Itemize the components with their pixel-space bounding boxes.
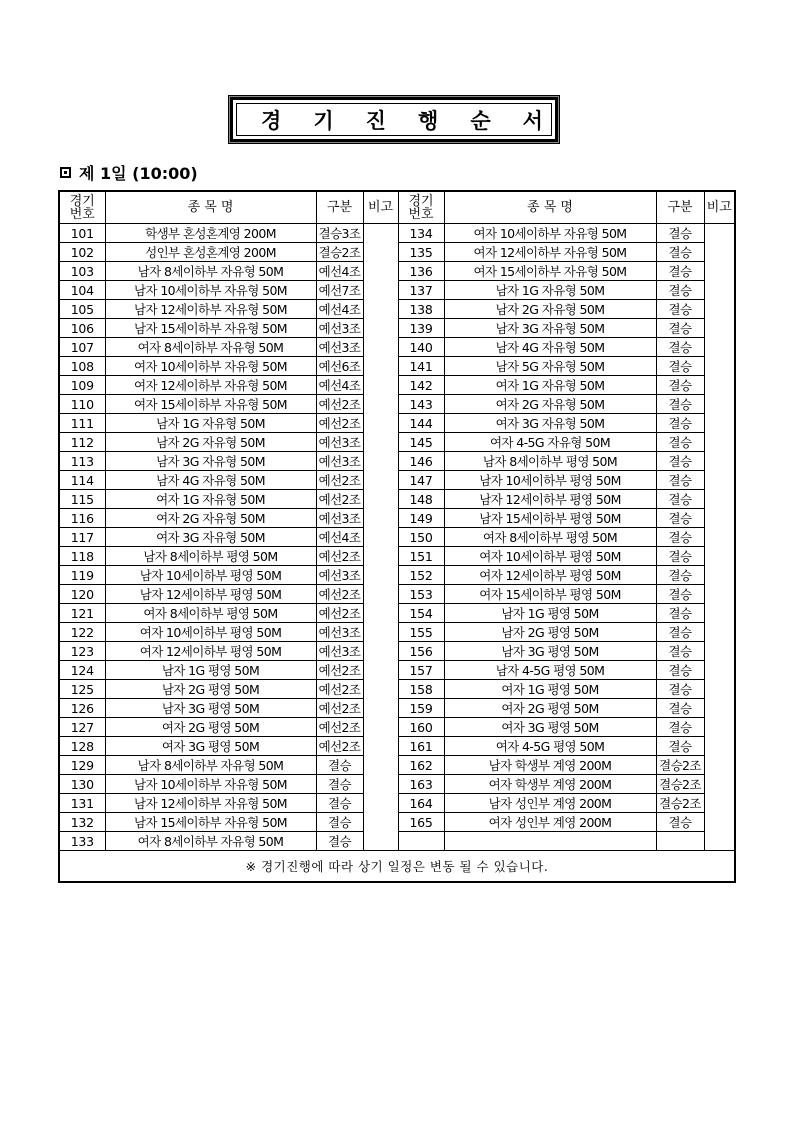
event-name: 여자 8세이하부 자유형 50M [105, 338, 316, 357]
event-division: 결승 [656, 528, 704, 547]
title-char: 행 [417, 108, 439, 133]
event-number: 137 [398, 281, 444, 300]
event-name: 남자 5G 자유형 50M [444, 357, 656, 376]
event-division: 예선7조 [316, 281, 363, 300]
event-number: 142 [398, 376, 444, 395]
event-number: 162 [398, 756, 444, 775]
event-division: 결승2조 [316, 243, 363, 262]
event-name: 남자 8세이하부 평영 50M [105, 547, 316, 566]
event-division: 예선4조 [316, 262, 363, 281]
event-division: 결승 [656, 585, 704, 604]
event-number: 103 [59, 262, 105, 281]
header-remarks: 비고 [363, 191, 398, 224]
event-number: 107 [59, 338, 105, 357]
event-number: 136 [398, 262, 444, 281]
event-number: 161 [398, 737, 444, 756]
event-name: 남자 2G 자유형 50M [444, 300, 656, 319]
event-division: 결승 [656, 433, 704, 452]
event-name: 남자 15세이하부 평영 50M [444, 509, 656, 528]
event-name [444, 832, 656, 851]
event-division: 결승 [316, 756, 363, 775]
event-name: 남자 1G 평영 50M [105, 661, 316, 680]
event-number: 135 [398, 243, 444, 262]
event-division: 결승 [656, 414, 704, 433]
event-name: 남자 1G 자유형 50M [105, 414, 316, 433]
event-division: 예선2조 [316, 414, 363, 433]
event-name: 여자 학생부 계영 200M [444, 775, 656, 794]
event-name: 남자 12세이하부 평영 50M [105, 585, 316, 604]
event-number: 121 [59, 604, 105, 623]
event-number: 112 [59, 433, 105, 452]
event-number: 148 [398, 490, 444, 509]
event-number: 106 [59, 319, 105, 338]
event-division: 결승3조 [316, 224, 363, 243]
event-number: 119 [59, 566, 105, 585]
event-name: 남자 12세이하부 자유형 50M [105, 300, 316, 319]
header-no: 경기 번호 [398, 191, 444, 224]
event-name: 남자 1G 평영 50M [444, 604, 656, 623]
event-number: 141 [398, 357, 444, 376]
event-number: 105 [59, 300, 105, 319]
event-division: 예선2조 [316, 661, 363, 680]
event-name: 여자 10세이하부 평영 50M [444, 547, 656, 566]
event-division: 예선6조 [316, 357, 363, 376]
event-number: 151 [398, 547, 444, 566]
event-name: 여자 12세이하부 평영 50M [105, 642, 316, 661]
event-name: 여자 12세이하부 자유형 50M [105, 376, 316, 395]
event-name: 남자 4G 자유형 50M [444, 338, 656, 357]
event-name: 남자 2G 자유형 50M [105, 433, 316, 452]
event-number: 159 [398, 699, 444, 718]
event-division: 예선3조 [316, 338, 363, 357]
event-number: 108 [59, 357, 105, 376]
event-division: 예선2조 [316, 585, 363, 604]
event-name: 여자 8세이하부 평영 50M [105, 604, 316, 623]
event-division: 결승 [656, 243, 704, 262]
event-division: 결승 [656, 509, 704, 528]
event-name: 성인부 혼성혼계영 200M [105, 243, 316, 262]
event-number: 111 [59, 414, 105, 433]
event-name: 남자 12세이하부 평영 50M [444, 490, 656, 509]
event-name: 남자 4G 자유형 50M [105, 471, 316, 490]
event-name: 여자 4-5G 자유형 50M [444, 433, 656, 452]
event-name: 남자 3G 평영 50M [105, 699, 316, 718]
event-name: 남자 4-5G 평영 50M [444, 661, 656, 680]
event-division: 결승 [316, 794, 363, 813]
event-division: 결승 [656, 319, 704, 338]
title-char: 경 [261, 108, 282, 133]
event-name: 남자 12세이하부 자유형 50M [105, 794, 316, 813]
event-number: 130 [59, 775, 105, 794]
event-division: 예선2조 [316, 547, 363, 566]
event-number: 116 [59, 509, 105, 528]
event-name: 남자 1G 자유형 50M [444, 281, 656, 300]
square-bullet-icon [60, 167, 71, 178]
event-division: 결승 [656, 813, 704, 832]
header-event: 종 목 명 [444, 191, 656, 224]
event-number: 149 [398, 509, 444, 528]
event-name: 남자 8세이하부 평영 50M [444, 452, 656, 471]
event-division: 예선2조 [316, 471, 363, 490]
event-number: 101 [59, 224, 105, 243]
event-name: 여자 15세이하부 자유형 50M [105, 395, 316, 414]
event-number: 152 [398, 566, 444, 585]
table-row [59, 224, 735, 243]
event-number: 143 [398, 395, 444, 414]
header-remarks: 비고 [704, 191, 735, 224]
event-name: 여자 15세이하부 자유형 50M [444, 262, 656, 281]
remarks-cell [704, 224, 735, 851]
event-division: 예선3조 [316, 642, 363, 661]
event-division: 예선2조 [316, 490, 363, 509]
event-number: 146 [398, 452, 444, 471]
event-division: 예선2조 [316, 395, 363, 414]
event-division: 결승 [656, 718, 704, 737]
event-division: 예선2조 [316, 718, 363, 737]
event-number: 128 [59, 737, 105, 756]
event-number: 132 [59, 813, 105, 832]
event-number: 160 [398, 718, 444, 737]
day-heading [60, 161, 198, 184]
event-name: 여자 8세이하부 자유형 50M [105, 832, 316, 851]
event-division: 결승 [656, 699, 704, 718]
event-name: 남자 8세이하부 자유형 50M [105, 756, 316, 775]
header-division: 구분 [656, 191, 704, 224]
event-name: 여자 8세이하부 평영 50M [444, 528, 656, 547]
event-division: 결승2조 [656, 775, 704, 794]
event-division: 결승 [656, 300, 704, 319]
title-char: 서 [522, 108, 543, 133]
event-name: 여자 2G 자유형 50M [444, 395, 656, 414]
event-division: 결승 [656, 395, 704, 414]
event-division: 예선4조 [316, 300, 363, 319]
event-number: 150 [398, 528, 444, 547]
event-number: 110 [59, 395, 105, 414]
event-number: 155 [398, 623, 444, 642]
event-division: 결승 [656, 490, 704, 509]
event-number: 158 [398, 680, 444, 699]
event-number: 126 [59, 699, 105, 718]
event-name: 남자 3G 자유형 50M [444, 319, 656, 338]
event-number [398, 832, 444, 851]
document-title-box [230, 97, 558, 142]
event-name: 남자 3G 평영 50M [444, 642, 656, 661]
event-number: 165 [398, 813, 444, 832]
event-division: 결승 [656, 737, 704, 756]
event-division: 결승 [656, 471, 704, 490]
title-char: 기 [313, 108, 334, 133]
event-division: 결승 [656, 642, 704, 661]
event-name: 여자 3G 자유형 50M [444, 414, 656, 433]
event-division: 결승 [656, 680, 704, 699]
event-name: 남자 10세이하부 평영 50M [444, 471, 656, 490]
event-name: 여자 10세이하부 자유형 50M [105, 357, 316, 376]
title-char: 진 [365, 108, 386, 133]
table-header-row [59, 191, 735, 224]
event-number: 133 [59, 832, 105, 851]
event-division: 예선3조 [316, 319, 363, 338]
event-number: 102 [59, 243, 105, 262]
event-name: 학생부 혼성혼계영 200M [105, 224, 316, 243]
event-number: 145 [398, 433, 444, 452]
event-division: 예선3조 [316, 509, 363, 528]
event-number: 127 [59, 718, 105, 737]
event-name: 남자 15세이하부 자유형 50M [105, 813, 316, 832]
event-division: 결승 [656, 452, 704, 471]
event-number: 129 [59, 756, 105, 775]
schedule-table [58, 190, 736, 883]
event-name: 여자 1G 자유형 50M [105, 490, 316, 509]
event-name: 남자 2G 평영 50M [444, 623, 656, 642]
event-number: 115 [59, 490, 105, 509]
event-name: 남자 성인부 계영 200M [444, 794, 656, 813]
event-number: 134 [398, 224, 444, 243]
event-name: 여자 10세이하부 평영 50M [105, 623, 316, 642]
event-name: 여자 3G 평영 50M [105, 737, 316, 756]
event-number: 131 [59, 794, 105, 813]
event-division: 예선3조 [316, 623, 363, 642]
event-number: 104 [59, 281, 105, 300]
event-name: 남자 학생부 계영 200M [444, 756, 656, 775]
event-number: 138 [398, 300, 444, 319]
event-number: 123 [59, 642, 105, 661]
event-division: 예선3조 [316, 433, 363, 452]
event-division: 결승 [656, 623, 704, 642]
event-division: 예선2조 [316, 604, 363, 623]
event-number: 157 [398, 661, 444, 680]
event-number: 154 [398, 604, 444, 623]
footer-note: ※ 경기진행에 따라 상기 일정은 변동 될 수 있습니다. [59, 851, 735, 883]
event-name: 여자 3G 평영 50M [444, 718, 656, 737]
event-division: 결승 [316, 813, 363, 832]
event-name: 남자 3G 자유형 50M [105, 452, 316, 471]
event-name: 남자 10세이하부 평영 50M [105, 566, 316, 585]
title-char: 순 [470, 108, 491, 133]
event-name: 여자 2G 자유형 50M [105, 509, 316, 528]
event-name: 남자 15세이하부 자유형 50M [105, 319, 316, 338]
event-number: 147 [398, 471, 444, 490]
event-number: 109 [59, 376, 105, 395]
event-name: 여자 10세이하부 자유형 50M [444, 224, 656, 243]
event-division: 결승 [656, 224, 704, 243]
event-name: 여자 2G 평영 50M [444, 699, 656, 718]
event-division: 예선2조 [316, 680, 363, 699]
event-division: 결승 [656, 566, 704, 585]
event-name: 여자 12세이하부 평영 50M [444, 566, 656, 585]
event-number: 163 [398, 775, 444, 794]
event-division: 예선4조 [316, 376, 363, 395]
event-division: 결승2조 [656, 756, 704, 775]
document-title [236, 103, 552, 136]
remarks-cell [363, 224, 398, 851]
event-number: 156 [398, 642, 444, 661]
event-division: 결승2조 [656, 794, 704, 813]
event-number: 125 [59, 680, 105, 699]
event-number: 144 [398, 414, 444, 433]
event-division: 예선2조 [316, 737, 363, 756]
event-division: 예선3조 [316, 452, 363, 471]
event-number: 140 [398, 338, 444, 357]
event-division: 결승 [656, 357, 704, 376]
event-division: 결승 [656, 661, 704, 680]
event-division: 결승 [656, 281, 704, 300]
event-name: 남자 10세이하부 자유형 50M [105, 281, 316, 300]
event-division: 결승 [656, 604, 704, 623]
event-name: 여자 1G 자유형 50M [444, 376, 656, 395]
footer-row [59, 851, 735, 883]
event-name: 여자 15세이하부 평영 50M [444, 585, 656, 604]
event-name: 남자 2G 평영 50M [105, 680, 316, 699]
event-division: 예선4조 [316, 528, 363, 547]
event-number: 124 [59, 661, 105, 680]
event-division: 결승 [656, 262, 704, 281]
event-division: 결승 [316, 832, 363, 851]
event-number: 122 [59, 623, 105, 642]
event-division: 예선2조 [316, 699, 363, 718]
event-number: 139 [398, 319, 444, 338]
event-name: 남자 8세이하부 자유형 50M [105, 262, 316, 281]
event-division: 결승 [656, 547, 704, 566]
event-division: 결승 [316, 775, 363, 794]
event-name: 여자 3G 자유형 50M [105, 528, 316, 547]
event-division: 결승 [656, 376, 704, 395]
event-number: 117 [59, 528, 105, 547]
header-no: 경기 번호 [59, 191, 105, 224]
header-division: 구분 [316, 191, 363, 224]
event-name: 남자 10세이하부 자유형 50M [105, 775, 316, 794]
day-heading-text: 제 1일 (10:00) [79, 164, 198, 183]
event-division [656, 832, 704, 851]
header-event: 종 목 명 [105, 191, 316, 224]
event-name: 여자 2G 평영 50M [105, 718, 316, 737]
event-name: 여자 4-5G 평영 50M [444, 737, 656, 756]
event-number: 113 [59, 452, 105, 471]
event-number: 153 [398, 585, 444, 604]
event-number: 164 [398, 794, 444, 813]
event-division: 결승 [656, 338, 704, 357]
event-number: 118 [59, 547, 105, 566]
event-number: 114 [59, 471, 105, 490]
event-name: 여자 성인부 계영 200M [444, 813, 656, 832]
event-name: 여자 12세이하부 자유형 50M [444, 243, 656, 262]
event-division: 예선3조 [316, 566, 363, 585]
event-name: 여자 1G 평영 50M [444, 680, 656, 699]
event-number: 120 [59, 585, 105, 604]
